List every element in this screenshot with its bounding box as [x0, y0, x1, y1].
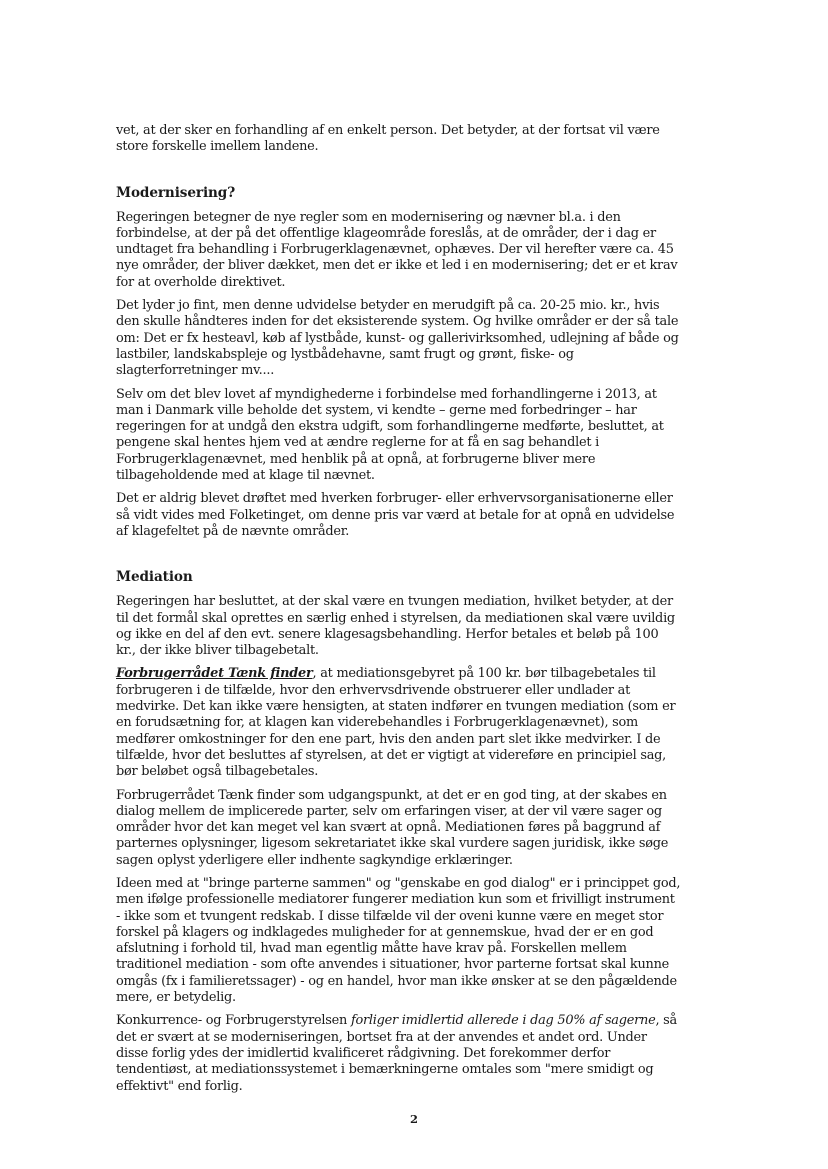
mediation-paragraph-5: [116, 1013, 682, 1094]
mediation-paragraph-5-emphasis: forliger imidlertid allerede i dag 50% af sagerne: [350, 1013, 656, 1029]
intro-paragraph: vet, at der sker en forhandling af en enkelt person. Det betyder, at der fortsat vil være store forskelle imellem landene.: [116, 123, 660, 155]
mediation-paragraph-5-lead: Konkurrence- og Forbrugerstyrelsen: [116, 1013, 351, 1029]
mediation-paragraph-4: Ideen med at "bringe parterne sammen" og "genskabe en god dialog" er i princippet god, men ifølge professionelle mediatorer fungerer mediation kun som et frivilligt instrument - ikke som et tvungent redskab. I disse tilfælde vil der oveni kunne være en meget stor forskel på klagers og indklagedes muligheder for at gennemskue, hvad der er en god afslutning i forhold til, hvad man egentlig måtte have krav på. Forskellen mellem traditionel mediation - som ofte anvendes i situationer, hvor parterne fortsat skal kunne omgås (fx i familieretssager) - og en handel, hvor man ikke ønsker at se den pågældende mere, er betydelig.: [116, 875, 681, 1006]
forbrugerraadet-link[interactable]: Forbrugerrådet Tænk finder: [116, 666, 313, 682]
mediation-paragraph-2: [116, 666, 682, 780]
modernisering-paragraph-2: Det lyder jo fint, men denne udvidelse betyder en merudgift på ca. 20-25 mio. kr., hvis den skulle håndteres inden for det eksisterende system. Og hvilke områder er der så tale om: Det er fx hesteavl, køb af lystbåde, kunst- og gallerivirksomhed, udlejning af både og lastbiler, landskabspleje og lystbådehavne, samt frugt og grønt, fiske- og slagterforretninger mv....: [116, 298, 679, 379]
section-spacer: [116, 547, 682, 569]
section-spacer: [116, 163, 682, 185]
section-heading-mediation: Mediation: [116, 569, 193, 586]
page-body: [116, 123, 682, 1102]
section-heading-modernisering: Modernisering?: [116, 184, 236, 201]
modernisering-paragraph-3: Selv om det blev lovet af myndighederne i forbindelse med forhandlingerne i 2013, at man i Danmark ville beholde det system, vi kendte – gerne med forbedringer – har regeringen for at undgå den ekstra udgift, som forhandlingerne medførte, besluttet, at pengene skal hentes hjem ved at ændre reglerne for at få en sag behandlet i Forbrugerklagenævnet, med henblik på at opnå, at forbrugerne bliver mere tilbageholdende med at klage til nævnet.: [116, 386, 664, 484]
modernisering-paragraph-4: Det er aldrig blevet drøftet med hverken forbruger- eller erhvervsorganisationerne eller så vidt vides med Folketinget, om denne pris var værd at betale for at opnå en udvidelse af klagefeltet på de nævnte områder.: [116, 491, 675, 539]
mediation-paragraph-3: Forbrugerrådet Tænk finder som udgangspunkt, at det er en god ting, at der skabes en dialog mellem de implicerede parter, selv om erfaringen viser, at der vil være sager og områder hvor det kan meget vel kan svært at opnå. Mediationen føres på baggrund af parternes oplysninger, ligesom sekretariatet ikke skal vurdere sagen juridisk, ikke søge sagen oplyst yderligere eller indhente sagkyndige erklæringer.: [116, 787, 669, 868]
mediation-paragraph-2-text: , at mediationsgebyret på 100 kr. bør tilbagebetales til forbrugeren i de tilfælde, hvor den erhvervsdrivende obstruerer eller undlader at medvirke. Det kan ikke være hensigten, at staten indfører en tvungen mediation (som er en forudsætning for, at klagen kan viderebehandles i Forbrugerklagenævnet), som medfører omkostninger for den ene part, hvis den anden part slet ikke medvirker. I de tilfælde, hvor det besluttes af styrelsen, at det er vigtigt at videreføre en principiel sag, bør beløbet også tilbagebetales.: [116, 666, 676, 780]
mediation-paragraph-5-text: , så det er svært at se moderniseringen, bortset fra at der anvendes et andet ord. Under disse forlig ydes der imidlertid kvalificeret rådgivning. Det forekommer derfor tendentiøst, at mediationssystemet i bemærkningerne omtales som "mere smidigt og effektivt" end forlig.: [116, 1013, 677, 1094]
mediation-paragraph-1: Regeringen har besluttet, at der skal være en tvungen mediation, hvilket betyder, at der til det formål skal oprettes en særlig enhed i styrelsen, da mediationen skal være uvildig og ikke en del af den evt. senere klagesagsbehandling. Herfor betales et beløb på 100 kr., der ikke bliver tilbagebetalt.: [116, 594, 675, 659]
page-number: 2: [409, 1112, 418, 1126]
modernisering-paragraph-1: Regeringen betegner de nye regler som en modernisering og nævner bl.a. i den forbindelse, at der på det offentlige klageområde foreslås, at de områder, der i dag er undtaget fra behandling i Forbrugerklagenævnet, ophæves. Der vil herefter være ca. 45 nye områder, der bliver dækket, men det er ikke et led i en modernisering; det er et krav for at overholde direktivet.: [116, 209, 678, 290]
